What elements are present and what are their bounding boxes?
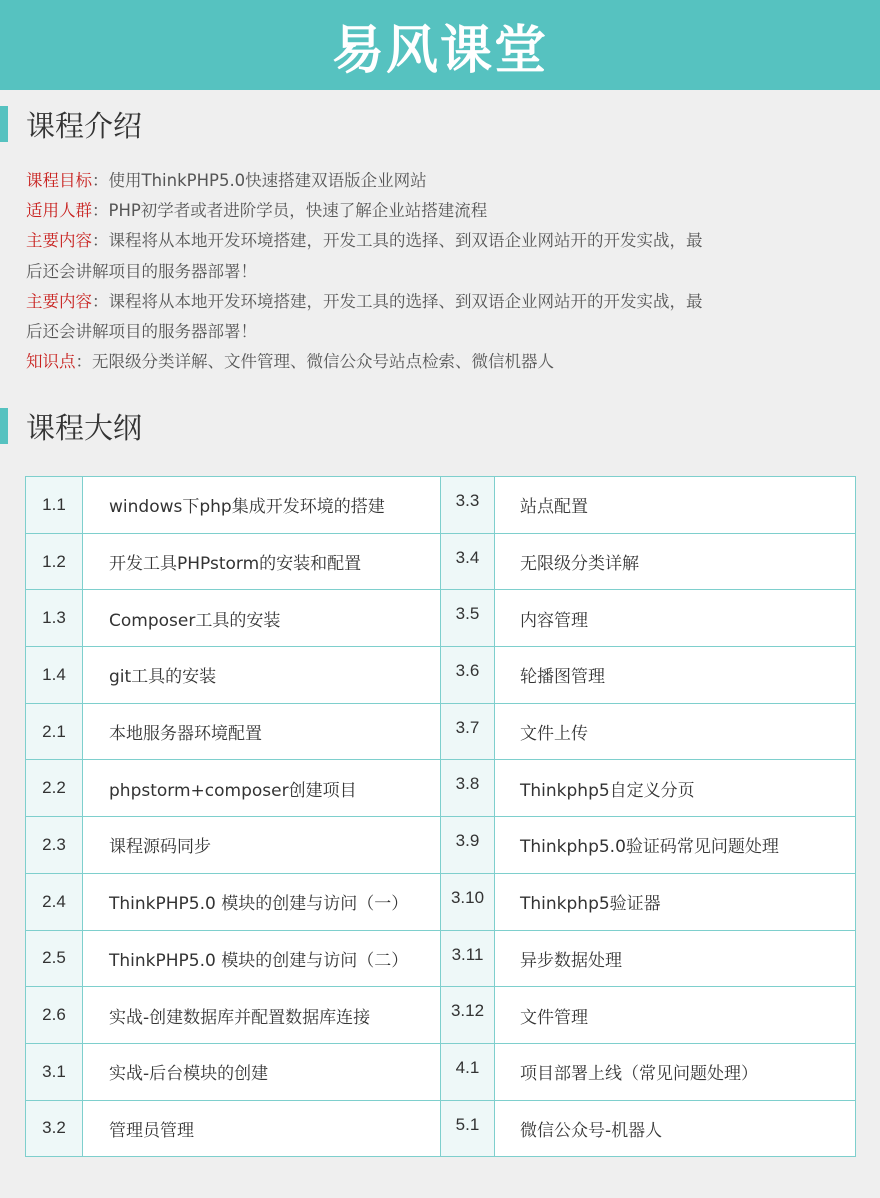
table-row xyxy=(26,817,856,874)
table-row xyxy=(26,647,856,704)
intro-line xyxy=(26,196,786,226)
intro-line xyxy=(26,287,786,317)
lesson-topic-right: 站点配置 xyxy=(495,477,856,534)
lesson-topic-right: 项目部署上线（常见问题处理） xyxy=(495,1043,856,1100)
lesson-topic-left: ThinkPHP5.0 模块的创建与访问（二） xyxy=(83,930,441,987)
lesson-topic-right: 无限级分类详解 xyxy=(495,533,856,590)
lesson-number-right: 3.11 xyxy=(441,930,495,987)
lesson-topic-right: 异步数据处理 xyxy=(495,930,856,987)
intro-text: ：课程将从本地开发环境搭建，开发工具的选择、到双语企业网站开的开发实战，最 xyxy=(92,291,703,311)
table-row xyxy=(26,590,856,647)
lesson-topic-left: windows下php集成开发环境的搭建 xyxy=(83,477,441,534)
intro-label: 适用人群 xyxy=(26,201,92,221)
outline-table xyxy=(25,476,856,1157)
intro-text: ：PHP初学者或者进阶学员，快速了解企业站搭建流程 xyxy=(92,201,488,221)
intro-label: 主要内容 xyxy=(26,231,92,251)
intro-line xyxy=(26,166,786,196)
lesson-topic-left: 课程源码同步 xyxy=(83,817,441,874)
lesson-number-left: 2.6 xyxy=(26,987,83,1044)
lesson-topic-right: 文件管理 xyxy=(495,987,856,1044)
lesson-number-left: 1.4 xyxy=(26,647,83,704)
intro-text: ：使用ThinkPHP5.0快速搭建双语版企业网站 xyxy=(92,171,427,190)
lesson-topic-left: ThinkPHP5.0 模块的创建与访问（一） xyxy=(83,873,441,930)
lesson-topic-left: phpstorm+composer创建项目 xyxy=(83,760,441,817)
lesson-topic-right: 微信公众号-机器人 xyxy=(495,1100,856,1157)
table-row xyxy=(26,930,856,987)
lesson-number-right: 4.1 xyxy=(441,1043,495,1100)
lesson-number-left: 2.1 xyxy=(26,703,83,760)
table-row xyxy=(26,1043,856,1100)
intro-block xyxy=(26,166,786,377)
intro-heading-text: 课程介绍 xyxy=(26,108,143,143)
lesson-topic-left: git工具的安装 xyxy=(83,647,441,704)
lesson-number-right: 3.12 xyxy=(441,987,495,1044)
lesson-number-right: 3.5 xyxy=(441,590,495,647)
intro-text: ：无限级分类详解、文件管理、微信公众号站点检索、微信机器人 xyxy=(75,352,554,372)
lesson-number-right: 3.7 xyxy=(441,703,495,760)
lesson-number-right: 3.3 xyxy=(441,477,495,534)
site-title: 易风课堂 xyxy=(331,20,548,81)
lesson-number-right: 3.6 xyxy=(441,647,495,704)
lesson-number-right: 3.10 xyxy=(441,873,495,930)
intro-heading xyxy=(0,104,142,144)
intro-label: 课程目标 xyxy=(26,171,92,190)
lesson-topic-right: 文件上传 xyxy=(495,703,856,760)
lesson-number-left: 2.3 xyxy=(26,817,83,874)
intro-line xyxy=(26,347,786,377)
lesson-topic-right: 内容管理 xyxy=(495,590,856,647)
lesson-topic-right: 轮播图管理 xyxy=(495,647,856,704)
lesson-number-right: 3.9 xyxy=(441,817,495,874)
lesson-number-left: 1.1 xyxy=(26,477,83,534)
heading-accent-bar xyxy=(0,408,8,444)
table-row xyxy=(26,987,856,1044)
heading-accent-bar xyxy=(0,106,8,142)
lesson-topic-right: Thinkphp5.0验证码常见问题处理 xyxy=(495,817,856,874)
intro-label: 知识点 xyxy=(26,352,76,372)
lesson-number-left: 3.2 xyxy=(26,1100,83,1157)
intro-line xyxy=(26,317,786,347)
lesson-topic-left: Composer工具的安装 xyxy=(83,590,441,647)
intro-text: 后还会讲解项目的服务器部署！ xyxy=(26,261,257,281)
lesson-number-left: 2.4 xyxy=(26,873,83,930)
lesson-topic-left: 实战-后台模块的创建 xyxy=(83,1043,441,1100)
lesson-number-right: 3.4 xyxy=(441,533,495,590)
lesson-number-left: 2.2 xyxy=(26,760,83,817)
table-row xyxy=(26,760,856,817)
lesson-topic-left: 开发工具PHPstorm的安装和配置 xyxy=(83,533,441,590)
lesson-topic-right: Thinkphp5验证器 xyxy=(495,873,856,930)
intro-line xyxy=(26,257,786,287)
intro-label: 主要内容 xyxy=(26,291,92,311)
lesson-topic-right: Thinkphp5自定义分页 xyxy=(495,760,856,817)
table-row xyxy=(26,703,856,760)
lesson-topic-left: 实战-创建数据库并配置数据库连接 xyxy=(83,987,441,1044)
lesson-number-left: 1.2 xyxy=(26,533,83,590)
lesson-number-right: 5.1 xyxy=(441,1100,495,1157)
outline-heading xyxy=(0,406,142,446)
table-row xyxy=(26,477,856,534)
lesson-topic-left: 本地服务器环境配置 xyxy=(83,703,441,760)
lesson-number-left: 1.3 xyxy=(26,590,83,647)
intro-text: 后还会讲解项目的服务器部署！ xyxy=(26,322,257,342)
intro-text: ：课程将从本地开发环境搭建，开发工具的选择、到双语企业网站开的开发实战，最 xyxy=(92,231,703,251)
header-banner xyxy=(0,0,880,90)
intro-line xyxy=(26,226,786,256)
table-row xyxy=(26,1100,856,1157)
lesson-number-left: 3.1 xyxy=(26,1043,83,1100)
outline-heading-text: 课程大纲 xyxy=(26,410,143,445)
lesson-number-left: 2.5 xyxy=(26,930,83,987)
lesson-topic-left: 管理员管理 xyxy=(83,1100,441,1157)
table-row xyxy=(26,533,856,590)
table-row xyxy=(26,873,856,930)
lesson-number-right: 3.8 xyxy=(441,760,495,817)
